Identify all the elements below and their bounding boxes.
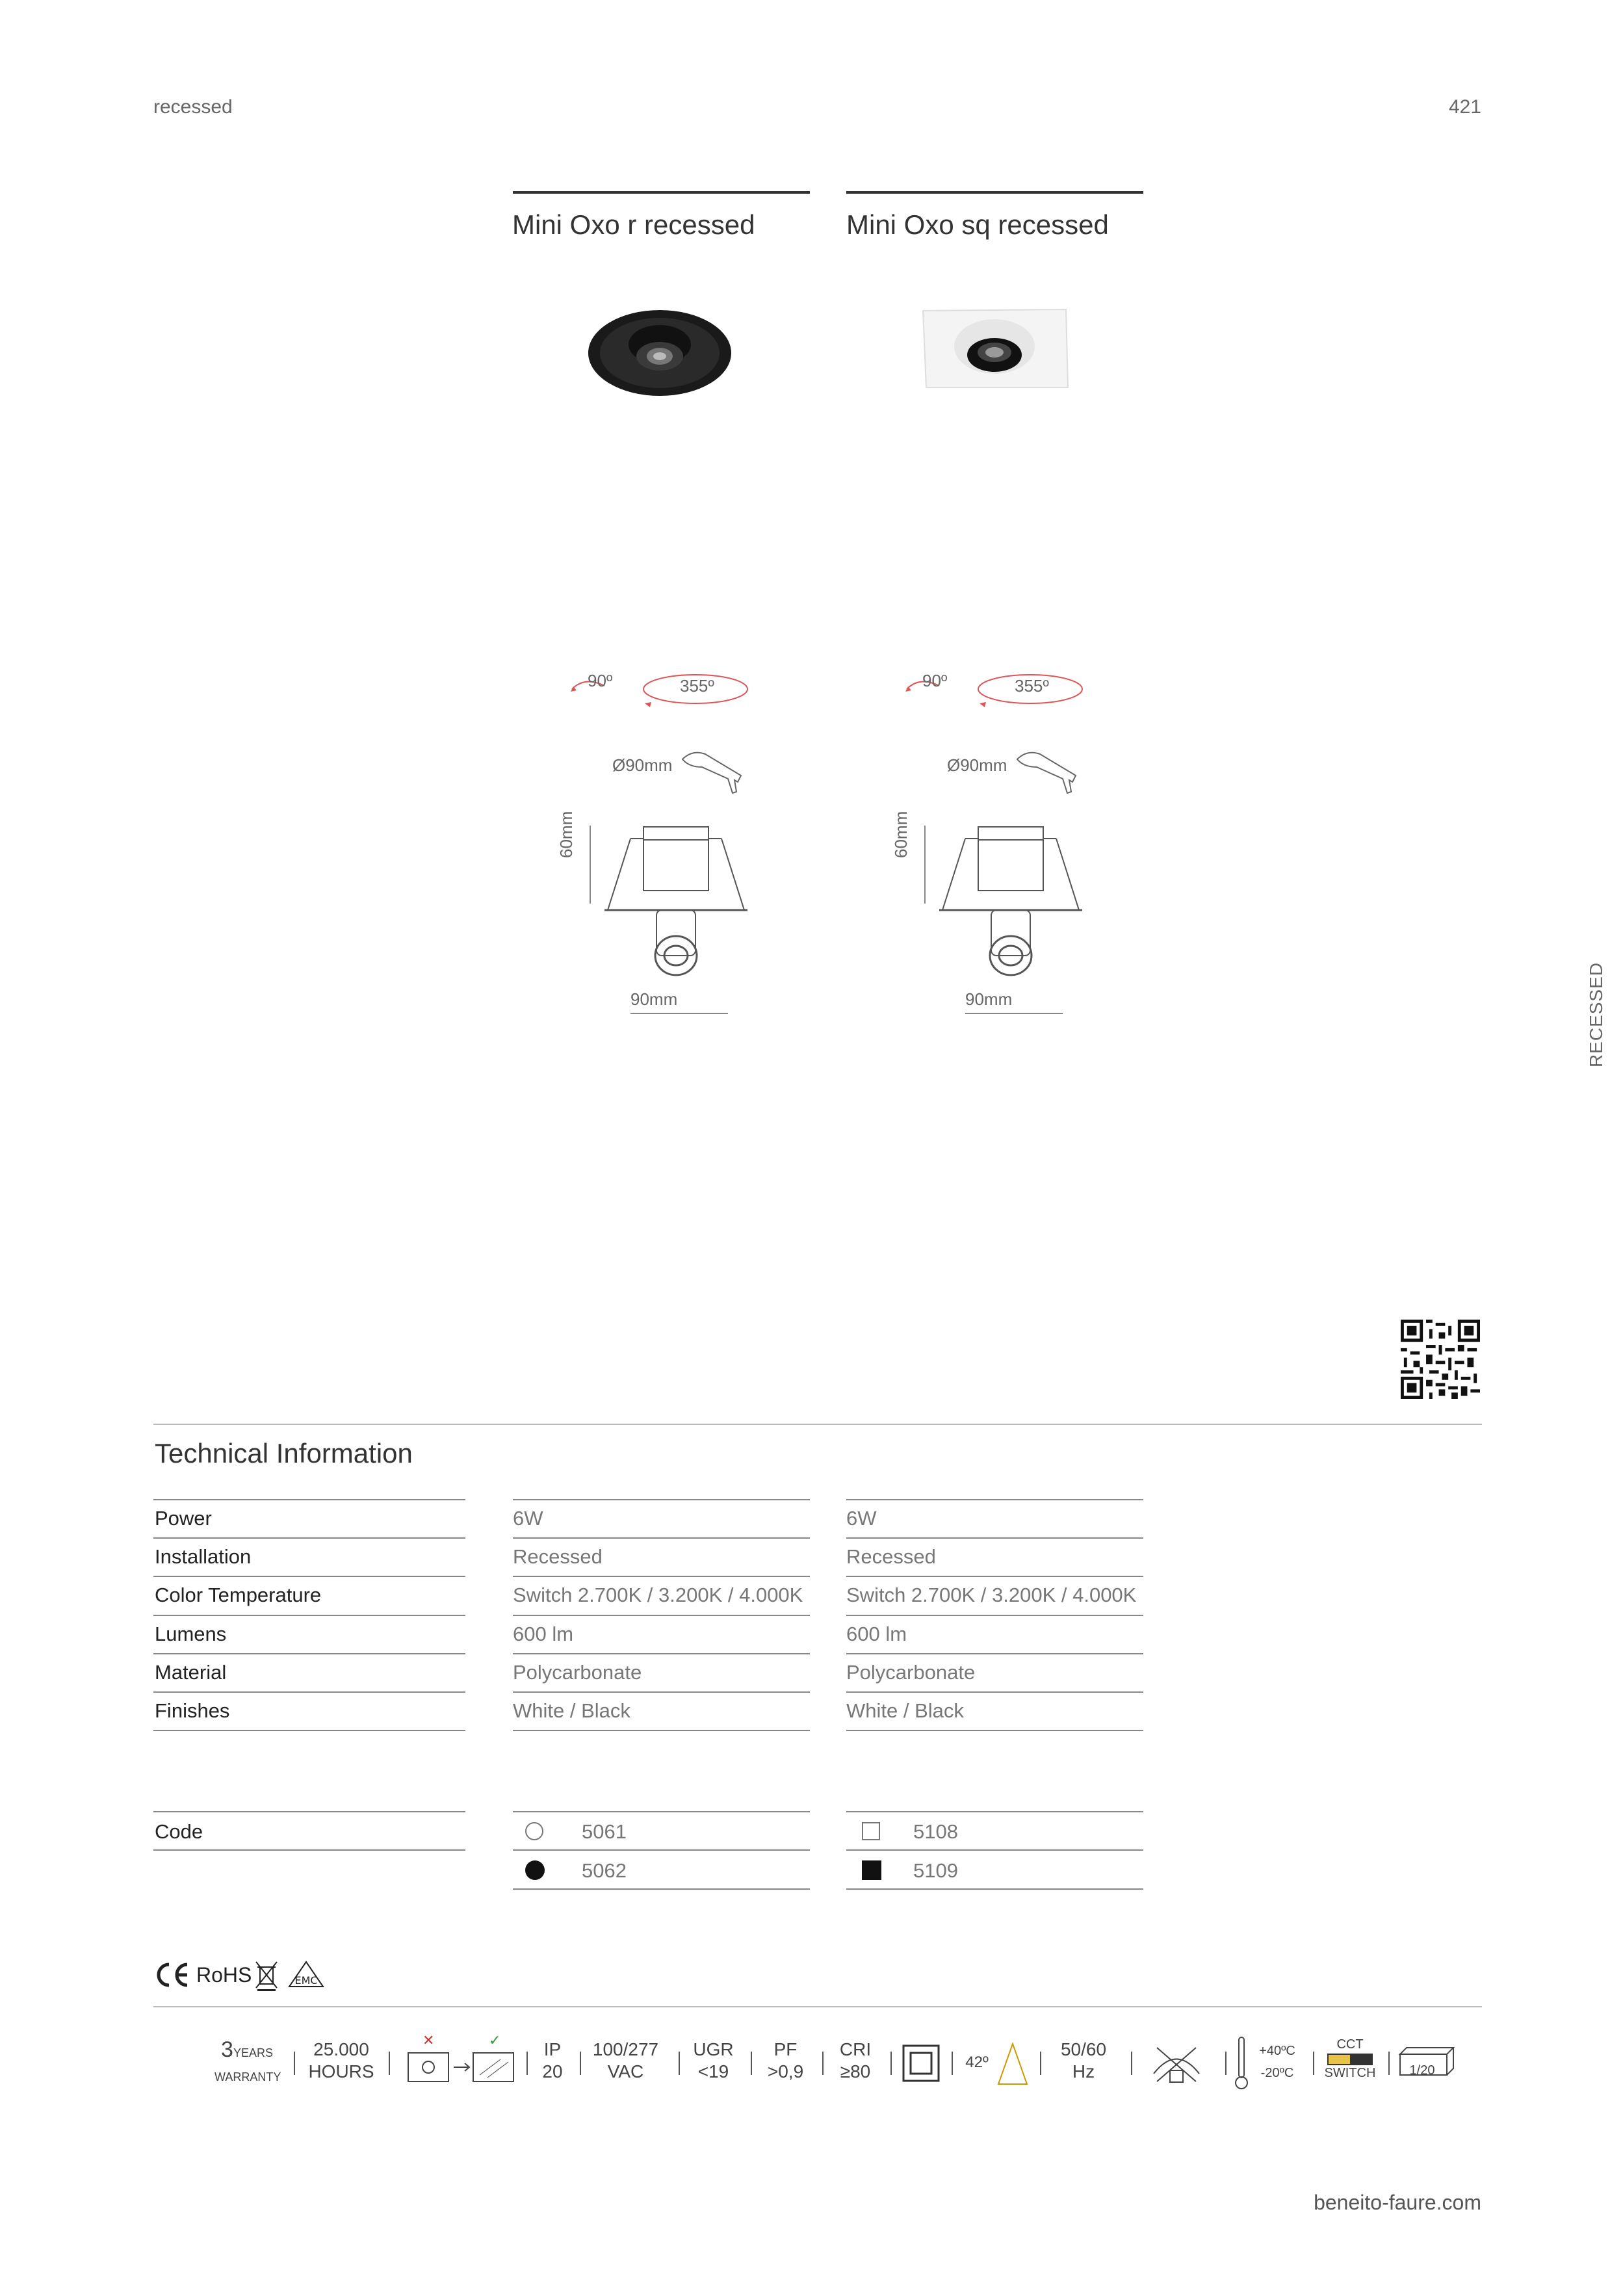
table-rule bbox=[846, 1576, 1143, 1577]
product-rule-1 bbox=[513, 191, 810, 194]
spec-value-mini-oxo-sq: Switch 2.700K / 3.200K / 4.000K bbox=[846, 1584, 1137, 1606]
product-title-2: Mini Oxo sq recessed bbox=[846, 209, 1109, 240]
table-rule bbox=[513, 1576, 810, 1577]
tilt-angle: 90º bbox=[588, 671, 613, 690]
ip-rating: IP 20 bbox=[542, 2039, 563, 2081]
thermometer-icon bbox=[1234, 2035, 1249, 2091]
table-rule bbox=[153, 1691, 465, 1693]
height-line bbox=[590, 826, 591, 904]
code-rule bbox=[513, 1888, 810, 1890]
feature-separator bbox=[1313, 2052, 1314, 2075]
spec-label: Finishes bbox=[155, 1699, 230, 1722]
table-rule bbox=[153, 1653, 465, 1654]
cutout-diameter: Ø90mm bbox=[947, 755, 1007, 775]
side-section-label: RECESSED bbox=[1586, 962, 1606, 1068]
white-square-finish-icon bbox=[862, 1822, 880, 1840]
switch-icon bbox=[1327, 2054, 1373, 2065]
code-rule bbox=[153, 1849, 465, 1851]
frequency: 50/60 Hz bbox=[1060, 2039, 1107, 2081]
technical-drawing-1 bbox=[556, 663, 760, 1027]
certifications bbox=[155, 1957, 350, 1996]
feature-separator bbox=[580, 2052, 581, 2075]
cri-rating: CRI ≥80 bbox=[839, 2039, 872, 2081]
ce-mark-icon bbox=[155, 1962, 191, 1988]
voltage: 100/277 VAC bbox=[592, 2039, 659, 2081]
features-row bbox=[195, 2028, 1495, 2100]
section-label: recessed bbox=[153, 96, 233, 118]
spec-value-mini-oxo-r: Switch 2.700K / 3.200K / 4.000K bbox=[513, 1584, 803, 1606]
code-rule bbox=[513, 1849, 810, 1851]
technical-drawing-2 bbox=[891, 663, 1095, 1027]
table-rule bbox=[846, 1653, 1143, 1654]
feature-separator bbox=[526, 2052, 528, 2075]
spec-value-mini-oxo-sq: 600 lm bbox=[846, 1623, 907, 1645]
emc-label: EMC bbox=[294, 1974, 318, 1987]
cct-switch: CCT SWITCH bbox=[1324, 2037, 1376, 2080]
side-view-drawing bbox=[604, 826, 747, 995]
table-rule bbox=[513, 1691, 810, 1693]
code-rule bbox=[153, 1811, 465, 1812]
tilt-angle: 90º bbox=[922, 671, 948, 690]
ugr-rating: UGR <19 bbox=[693, 2039, 734, 2081]
qr-code bbox=[1401, 1320, 1480, 1399]
feature-separator bbox=[389, 2052, 390, 2075]
code-5062: 5062 bbox=[582, 1859, 627, 1882]
spec-value-mini-oxo-r: 600 lm bbox=[513, 1623, 574, 1645]
warranty-icon: 3YEARS WARRANTY bbox=[214, 2037, 281, 2083]
table-rule bbox=[513, 1653, 810, 1654]
feature-separator bbox=[1225, 2052, 1227, 2075]
product-image-round bbox=[578, 304, 741, 402]
feature-separator bbox=[679, 2052, 680, 2075]
class-ii-icon bbox=[902, 2044, 941, 2083]
white-finish-icon bbox=[525, 1822, 543, 1840]
feature-separator bbox=[890, 2052, 892, 2075]
svg-text:✕: ✕ bbox=[422, 2035, 435, 2049]
table-rule bbox=[153, 1499, 465, 1500]
feature-separator bbox=[1131, 2052, 1132, 2075]
width-dimension: 90mm bbox=[965, 989, 1013, 1009]
table-rule bbox=[153, 1730, 465, 1731]
rohs-mark: RoHS bbox=[196, 1963, 252, 1987]
spec-value-mini-oxo-sq: Polycarbonate bbox=[846, 1661, 976, 1684]
spec-value-mini-oxo-sq: 6W bbox=[846, 1507, 877, 1530]
table-rule bbox=[846, 1537, 1143, 1539]
beam-angle-icon bbox=[993, 2041, 1032, 2087]
no-insulation-contact-icon bbox=[1147, 2041, 1206, 2087]
spec-value-mini-oxo-r: Recessed bbox=[513, 1545, 603, 1568]
table-rule bbox=[153, 1537, 465, 1539]
feature-separator bbox=[1388, 2052, 1390, 2075]
spec-value-mini-oxo-r: Polycarbonate bbox=[513, 1661, 642, 1684]
website-link[interactable]: beneito-faure.com bbox=[1314, 2191, 1481, 2214]
table-rule bbox=[846, 1499, 1143, 1500]
spec-value-mini-oxo-sq: White / Black bbox=[846, 1699, 964, 1722]
table-rule bbox=[846, 1691, 1143, 1693]
table-rule bbox=[513, 1615, 810, 1616]
table-rule bbox=[513, 1537, 810, 1539]
black-finish-icon bbox=[525, 1860, 545, 1880]
black-square-finish-icon bbox=[862, 1860, 881, 1880]
height-dimension: 60mm bbox=[891, 811, 911, 858]
spec-label: Power bbox=[155, 1507, 212, 1530]
feature-separator bbox=[1040, 2052, 1041, 2075]
code-rule bbox=[846, 1849, 1143, 1851]
spec-label: Color Temperature bbox=[155, 1584, 322, 1606]
operating-temperature: +40ºC -20ºC bbox=[1259, 2044, 1295, 2080]
section-divider bbox=[153, 1424, 1482, 1425]
feature-separator bbox=[952, 2052, 953, 2075]
rotation-angle: 355º bbox=[680, 676, 714, 696]
insulation-cover-icon bbox=[403, 2035, 520, 2087]
code-5061: 5061 bbox=[582, 1820, 627, 1843]
code-label: Code bbox=[155, 1820, 203, 1843]
cutout-tool-icon bbox=[679, 746, 751, 798]
height-line bbox=[924, 826, 926, 904]
feature-separator bbox=[822, 2052, 824, 2075]
code-rule bbox=[846, 1888, 1143, 1890]
side-view-drawing bbox=[939, 826, 1082, 995]
emc-icon bbox=[288, 1961, 324, 1989]
units-per-box: 1/20 bbox=[1409, 2063, 1435, 2078]
table-rule bbox=[153, 1615, 465, 1616]
code-rule bbox=[513, 1811, 810, 1812]
cutout-diameter: Ø90mm bbox=[612, 755, 673, 775]
power-factor: PF >0,9 bbox=[767, 2039, 804, 2081]
spec-value-mini-oxo-r: 6W bbox=[513, 1507, 543, 1530]
table-rule bbox=[846, 1730, 1143, 1731]
spec-value-mini-oxo-sq: Recessed bbox=[846, 1545, 936, 1568]
cutout-tool-icon bbox=[1014, 746, 1085, 798]
code-rule bbox=[846, 1811, 1143, 1812]
width-line bbox=[965, 1013, 1063, 1014]
svg-text:✓: ✓ bbox=[489, 2035, 501, 2049]
table-rule bbox=[846, 1615, 1143, 1616]
tech-info-title: Technical Information bbox=[155, 1438, 413, 1468]
table-rule bbox=[513, 1499, 810, 1500]
spec-label: Installation bbox=[155, 1545, 252, 1568]
table-rule bbox=[153, 1576, 465, 1577]
width-line bbox=[630, 1013, 728, 1014]
features-divider bbox=[153, 2006, 1482, 2007]
weee-bin-icon bbox=[253, 1959, 279, 1992]
code-5109: 5109 bbox=[913, 1859, 958, 1882]
lifetime-hours: 25.000 HOURS bbox=[308, 2039, 374, 2081]
product-image-square bbox=[920, 304, 1069, 389]
table-rule bbox=[513, 1730, 810, 1731]
feature-separator bbox=[294, 2052, 295, 2075]
spec-label: Lumens bbox=[155, 1623, 227, 1645]
spec-label: Material bbox=[155, 1661, 227, 1684]
spec-value-mini-oxo-r: White / Black bbox=[513, 1699, 630, 1722]
product-title-1: Mini Oxo r recessed bbox=[512, 209, 755, 240]
rotation-angle: 355º bbox=[1015, 676, 1049, 696]
code-5108: 5108 bbox=[913, 1820, 958, 1843]
beam-angle: 42º bbox=[965, 2054, 989, 2071]
height-dimension: 60mm bbox=[556, 811, 576, 858]
page-number: 421 bbox=[1448, 96, 1481, 118]
feature-separator bbox=[751, 2052, 752, 2075]
width-dimension: 90mm bbox=[630, 989, 678, 1009]
product-rule-2 bbox=[846, 191, 1143, 194]
